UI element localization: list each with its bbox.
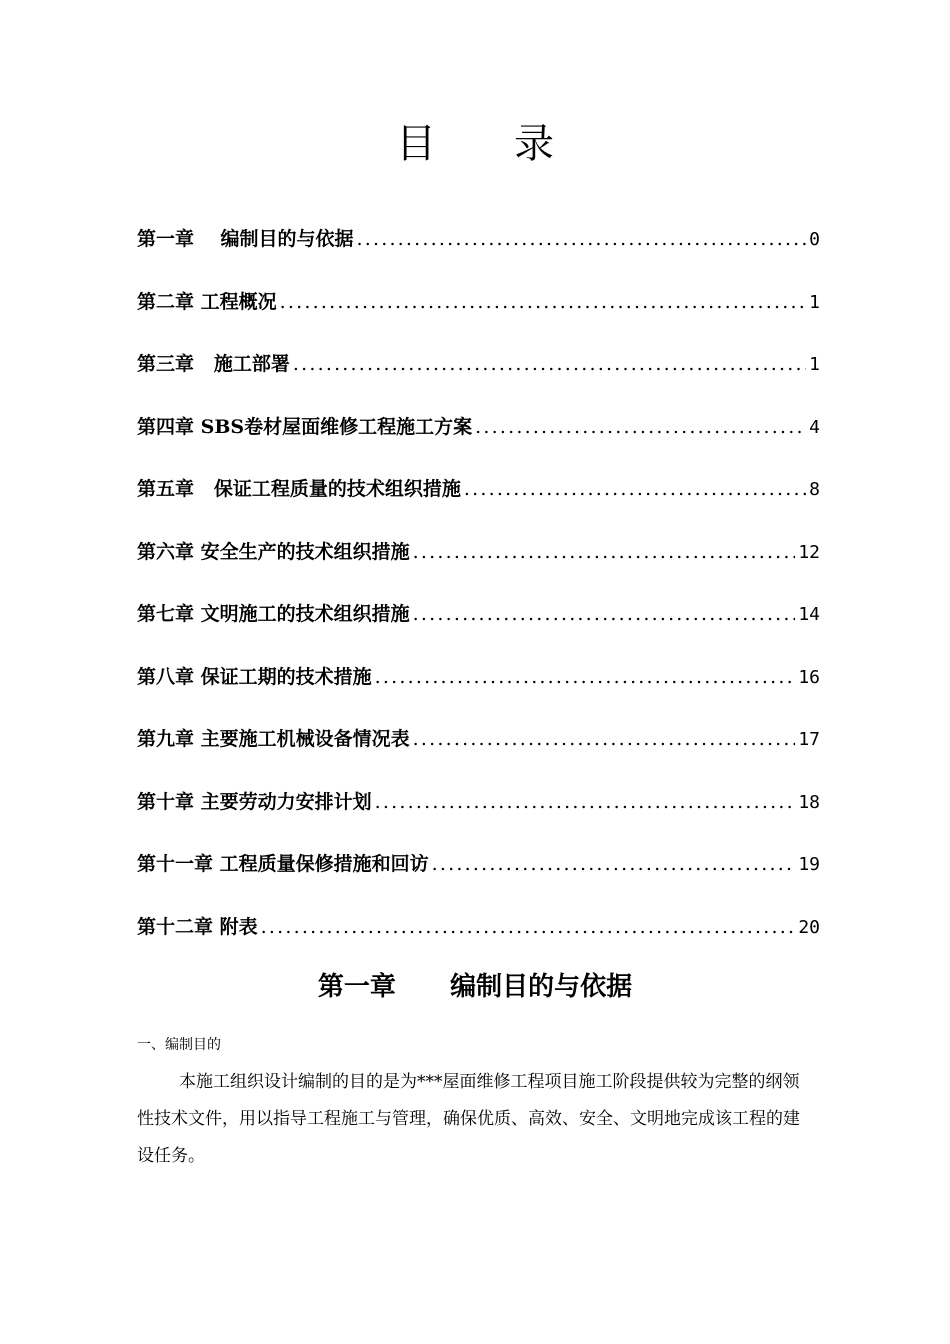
toc-entry[interactable]	[137, 287, 820, 350]
toc-entry[interactable]	[137, 474, 820, 537]
toc-dot-leader	[375, 666, 796, 688]
toc-dot-leader	[413, 728, 796, 750]
toc-chapter-heading: SBS卷材屋面维修工程施工方案	[194, 415, 473, 438]
toc-chapter-heading: 主要施工机械设备情况表	[194, 728, 410, 750]
toc-entry[interactable]	[137, 849, 820, 912]
toc-page-number: 8	[809, 479, 820, 500]
toc-dot-leader	[375, 791, 796, 813]
toc-entry[interactable]	[137, 724, 820, 787]
toc-chapter-number: 第六章	[137, 540, 195, 563]
toc-page-number: 16	[798, 666, 820, 688]
toc-dot-leader	[293, 353, 806, 375]
toc-entry[interactable]	[137, 599, 820, 662]
toc-chapter-number: 第九章	[137, 728, 195, 750]
toc-page-number: 17	[798, 729, 820, 750]
toc-chapter-number: 第三章	[137, 353, 195, 375]
toc-entry[interactable]	[137, 224, 820, 287]
toc-page-number: 0	[809, 229, 820, 250]
toc-dot-leader	[261, 916, 796, 938]
toc-chapter-heading: 主要劳动力安排计划	[194, 790, 372, 813]
toc-dot-leader	[280, 291, 807, 313]
toc-page-number: 12	[798, 541, 820, 563]
toc-entry[interactable]	[137, 412, 820, 475]
toc-chapter-number: 第一章	[137, 228, 195, 250]
toc-entry[interactable]	[137, 537, 820, 600]
toc-chapter-heading: 保证工程质量的技术组织措施	[194, 478, 461, 500]
toc-chapter-heading: 安全生产的技术组织措施	[194, 540, 410, 563]
toc-chapter-number: 第八章	[137, 665, 195, 688]
toc-page-number: 20	[798, 916, 820, 938]
toc-page-number: 1	[809, 291, 820, 313]
toc-chapter-heading: 保证工期的技术措施	[194, 665, 372, 688]
toc-chapter-number: 第七章	[137, 603, 195, 625]
toc-page-number: 14	[798, 604, 820, 625]
toc-chapter-heading: 施工部署	[194, 353, 290, 375]
body-paragraph: 本施工组织设计编制的目的是为***屋面维修工程项目施工阶段提供较为完整的纲领性技术文件，用以指导工程施工与管理，确保优质、高效、安全、文明地完成该工程的建设任务。	[137, 1072, 800, 1166]
toc-dot-leader	[464, 478, 806, 500]
toc-dot-leader	[356, 228, 806, 250]
toc-chapter-number: 第二章	[137, 290, 195, 313]
toc-entry[interactable]	[137, 349, 820, 412]
toc-dot-leader	[475, 416, 806, 438]
toc-chapter-heading: 附表	[213, 915, 258, 938]
toc-page-number: 18	[798, 791, 820, 813]
toc-chapter-number: 第十章	[137, 790, 195, 813]
toc-chapter-heading: 工程质量保修措施和回访	[213, 853, 429, 875]
toc-entry[interactable]	[137, 912, 820, 975]
toc-dot-leader	[413, 541, 796, 563]
toc-chapter-number: 第四章	[137, 415, 195, 438]
toc-page-number: 19	[798, 854, 820, 875]
section-heading: 一、编制目的	[137, 1037, 221, 1053]
toc-entry[interactable]	[137, 662, 820, 725]
toc-chapter-heading: 文明施工的技术组织措施	[194, 603, 410, 625]
toc-dot-leader	[413, 603, 796, 625]
toc-title: 目录	[396, 121, 632, 167]
toc-page-number: 4	[809, 416, 820, 438]
toc-list	[137, 224, 820, 974]
toc-chapter-number: 第五章	[137, 478, 195, 500]
toc-dot-leader	[432, 853, 796, 875]
chapter-heading: 第一章 编制目的与依据	[317, 972, 633, 1002]
toc-entry[interactable]	[137, 787, 820, 850]
toc-chapter-number: 第十一章	[137, 853, 214, 875]
toc-chapter-heading: 编制目的与依据	[194, 228, 354, 250]
toc-chapter-heading: 工程概况	[194, 290, 277, 313]
toc-page-number: 1	[809, 354, 820, 375]
toc-chapter-number: 第十二章	[137, 915, 214, 938]
